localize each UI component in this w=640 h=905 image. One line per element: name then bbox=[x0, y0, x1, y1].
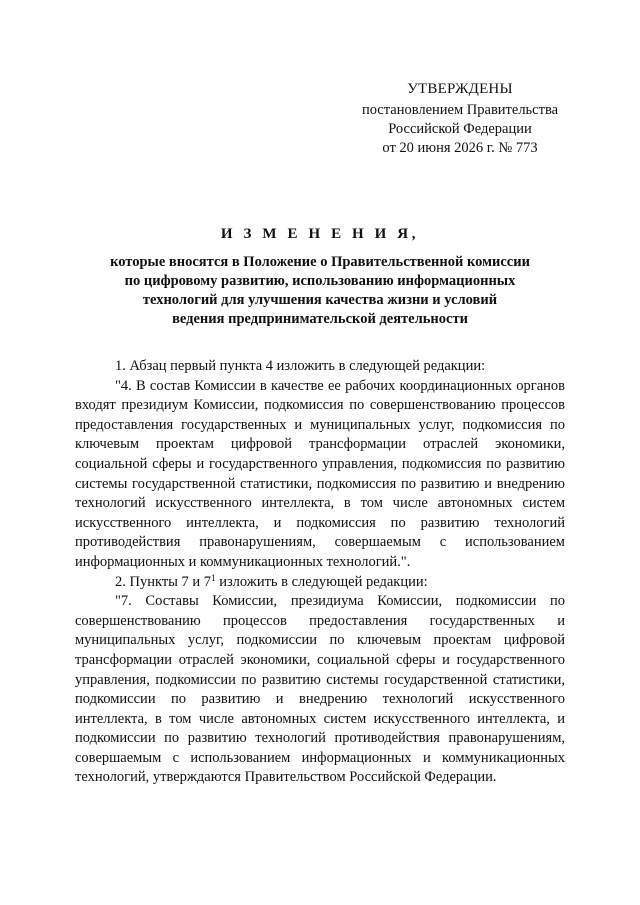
item-2-intro-start: 2. Пункты 7 и 7 bbox=[115, 573, 212, 590]
item-2-intro bbox=[75, 573, 565, 593]
document-title: И З М Е Н Е Н И Я, bbox=[220, 226, 420, 242]
approval-date-number: от 20 июня 2026 г. № 773 bbox=[382, 140, 538, 156]
document-body bbox=[75, 357, 565, 788]
item-2-superscript: 1 bbox=[211, 572, 216, 583]
document-heading bbox=[75, 226, 565, 329]
approval-line: Российской Федерации bbox=[388, 121, 532, 137]
subtitle-line: по цифровому развитию, использованию информационных bbox=[124, 273, 516, 289]
subtitle-line: ведения предпринимательской деятельности bbox=[172, 311, 468, 327]
document-subtitle bbox=[75, 253, 565, 329]
subtitle-line: которые вносятся в Положение о Правительственной комиссии bbox=[110, 254, 530, 270]
item-2-intro-end: изложить в следующей редакции: bbox=[215, 573, 428, 590]
approval-block bbox=[340, 80, 580, 158]
approval-label: УТВЕРЖДЕНЫ bbox=[407, 81, 513, 97]
item-2-text: "7. Составы Комиссии, президиума Комиссии, подкомиссии по совершенствованию процессов предоставления государственных и муниципальных услуг, подкомиссии по ключевым проектам цифровой трансформации отраслей экономики, социальной сферы и государственного управления, подкомиссии по развитию системы государственной статистики, подкомиссии по развитию и внедрению технологий искусственного интеллекта, в том числе автономных систем искусственного интеллекта, и подкомиссии по развитию технологий противодействия правонарушениям, совершаемым с использованием информационных и коммуникационных технологий, утверждаются Правительством Российской Федерации. bbox=[75, 593, 565, 786]
item-1-intro: 1. Абзац первый пункта 4 изложить в следующей редакции: bbox=[115, 358, 486, 374]
item-1-text: "4. В состав Комиссии в качестве ее рабочих координационных органов входят президиум Комиссии, подкомиссия по совершенствованию процессов предоставления государственных и муниципальных услуг, подкомиссия по ключевым проектам цифровой трансформации отраслей экономики, социальной сферы и государственного управления, подкомиссия по развитию системы государственной статистики, подкомиссия по развитию и внедрению технологий искусственного интеллекта, в том числе автономных систем искусственного интеллекта, и подкомиссия по развитию технологий противодействия правонарушениям, совершаемым с использованием информационных и коммуникационных технологий.". bbox=[75, 377, 565, 570]
approval-line: постановлением Правительства bbox=[361, 102, 559, 118]
subtitle-line: технологий для улучшения качества жизни и условий bbox=[142, 292, 498, 308]
